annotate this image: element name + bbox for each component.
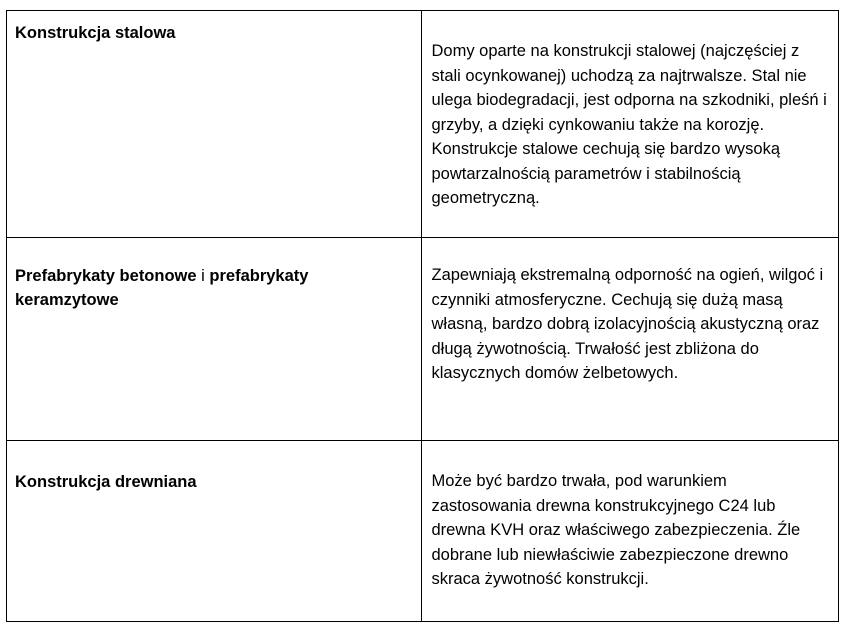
construction-type-description: Zapewniają ekstremalną odporność na ogień, wilgoć i czynniki atmosferyczne. Cechują się dużą masą własną, bardzo dobrą izolacyjnością akustyczną oraz długą żywotnością. Trwałość jest zbliżona do klasycznych domów żelbetowych. (431, 266, 824, 382)
title-part-keramzyt: prefabrykaty keramzytowe (15, 267, 309, 309)
table-cell-title (7, 238, 422, 441)
construction-type-title: Konstrukcja stalowa (15, 24, 176, 42)
construction-type-title (7, 238, 421, 312)
construction-type-description: Może być bardzo trwała, pod warunkiem zastosowania drewna konstrukcyjnego C24 lub drewna KVH oraz właściwego zabezpieczenia. Źle dobrane lub niewłaściwie zabezpieczone drewno skraca żywotność konstrukcji. (431, 472, 801, 588)
table-row (7, 11, 839, 238)
table-cell-description (422, 238, 839, 441)
title-connector: i (196, 267, 210, 285)
table-cell-title (7, 441, 422, 622)
table-row (7, 238, 839, 441)
title-part-concrete: Prefabrykaty betonowe (15, 267, 197, 285)
construction-comparison-table (6, 10, 839, 622)
construction-type-description: Domy oparte na konstrukcji stalowej (najczęściej z stali ocynkowanej) uchodzą za najtrwalsze. Stal nie ulega biodegradacji, jest odporna na szkodniki, pleśń i grzyby, a dzięki cynkowaniu także na korozję. Konstrukcje stalowe cechują się bardzo wysoką powtarzalnością parametrów i stabilnością geometryczną. (431, 42, 827, 207)
table-cell-description (422, 11, 839, 238)
table-cell-description (422, 441, 839, 622)
table-row (7, 441, 839, 622)
table-cell-title (7, 11, 422, 238)
construction-type-title: Konstrukcja drewniana (15, 473, 197, 491)
